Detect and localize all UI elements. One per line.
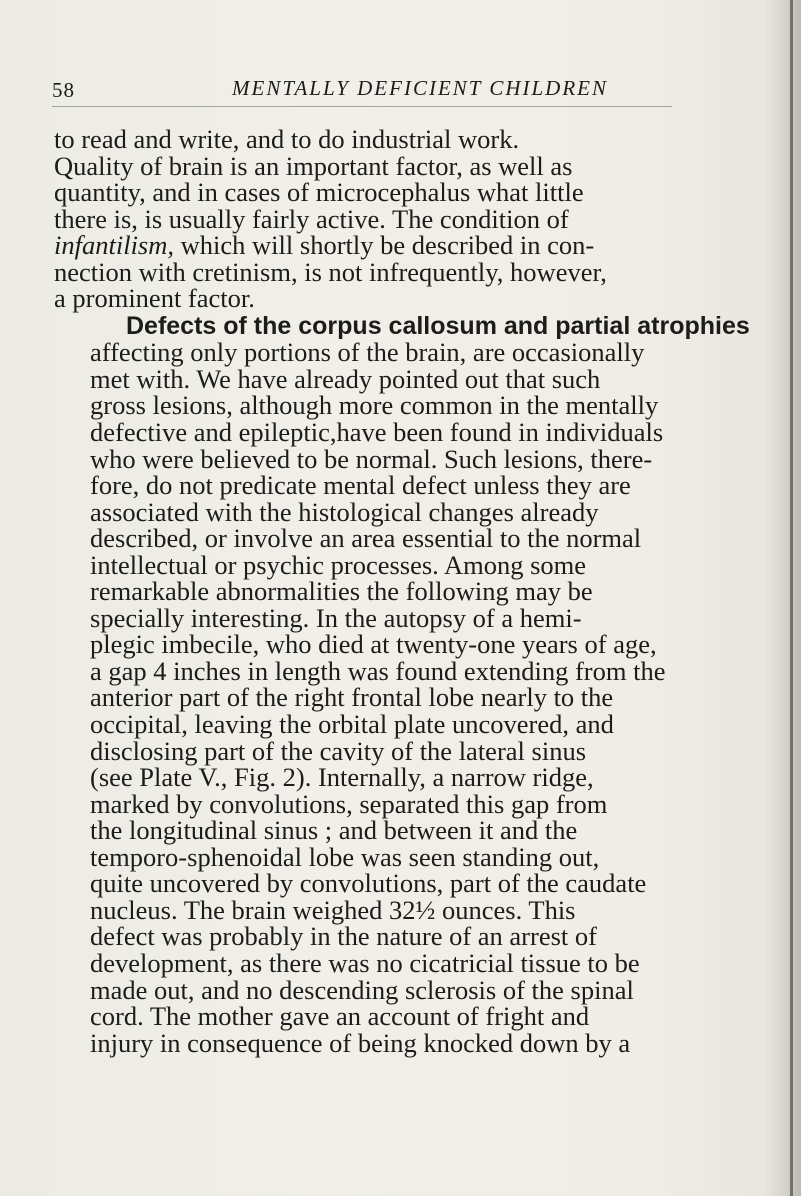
text-line: a prominent factor. [54, 283, 255, 314]
text-line: who were believed to be normal. Such lesions, there- [90, 443, 653, 474]
text-line: the longitudinal sinus ; and between it and the [90, 815, 578, 846]
text-fragment: which will shortly be described in con- [174, 230, 595, 261]
text-line: remarkable abnormalities the following may be [90, 576, 593, 607]
binding-rule [790, 0, 793, 1196]
text-line: made out, and no descending sclerosis of the spinal [90, 974, 634, 1005]
text-line: associated with the histological changes already [90, 496, 599, 527]
text-line: affecting only portions of the brain, are occasionally [90, 337, 645, 368]
text-line: disclosing part of the cavity of the lateral sinus [90, 735, 587, 766]
text-line: cord. The mother gave an account of fright and [90, 1001, 590, 1032]
text-line: temporo-sphenoidal lobe was seen standing out, [90, 841, 600, 872]
page-edge-shadow [763, 0, 801, 1196]
text-line: described, or involve an area essential to the normal [90, 523, 642, 554]
text-line: intellectual or psychic processes. Among some [90, 549, 587, 580]
header-rule [52, 106, 672, 107]
text-line: defect was probably in the nature of an arrest of [90, 921, 597, 952]
text-line: Quality of brain is an important factor, as well as [54, 150, 573, 181]
text-line: anterior part of the right frontal lobe nearly to the [90, 682, 614, 713]
italic-term: infantilism, [54, 230, 175, 261]
text-line: there is, is usually fairly active. The condition of [54, 203, 569, 234]
page-header [0, 76, 801, 116]
text-line: marked by convolutions, separated this gap from [90, 788, 608, 819]
page-number: 58 [52, 78, 75, 102]
text-line: specially interesting. In the autopsy of a hemi- [90, 602, 582, 633]
text-line: nucleus. The brain weighed 32½ ounces. This [90, 894, 576, 925]
paragraph-1 [54, 126, 714, 312]
text-line: a gap 4 inches in length was found extending from the [90, 655, 666, 686]
text-line: quite uncovered by convolutions, part of the caudate [90, 868, 647, 899]
text-line: (see Plate V., Fig. 2). Internally, a narrow ridge, [90, 762, 594, 793]
text-line: gross lesions, although more common in the mentally [90, 390, 659, 421]
section-heading: Defects of the corpus callosum and partial atrophies [126, 311, 750, 340]
text-line: injury in consequence of being knocked down by a [90, 1027, 631, 1058]
text-line: to read and write, and to do industrial work. [54, 124, 520, 154]
paragraph-2 [54, 311, 750, 1058]
running-head: MENTALLY DEFICIENT CHILDREN [232, 76, 609, 100]
text-line: quantity, and in cases of microcephalus what little [54, 177, 584, 208]
text-line: occipital, leaving the orbital plate uncovered, and [90, 709, 614, 740]
text-line [54, 232, 714, 259]
text-line: met with. We have already pointed out that such [90, 363, 601, 394]
text-line: defective and epileptic,have been found in individuals [90, 417, 664, 448]
text-line: development, as there was no cicatricial tissue to be [90, 947, 640, 978]
section-heading-line [54, 311, 750, 340]
text-line: fore, do not predicate mental defect unless they are [90, 470, 631, 501]
body-text [54, 124, 750, 1058]
text-line: nection with cretinism, is not infrequently, however, [54, 256, 607, 287]
text-line: plegic imbecile, who died at twenty-one years of age, [90, 629, 657, 660]
